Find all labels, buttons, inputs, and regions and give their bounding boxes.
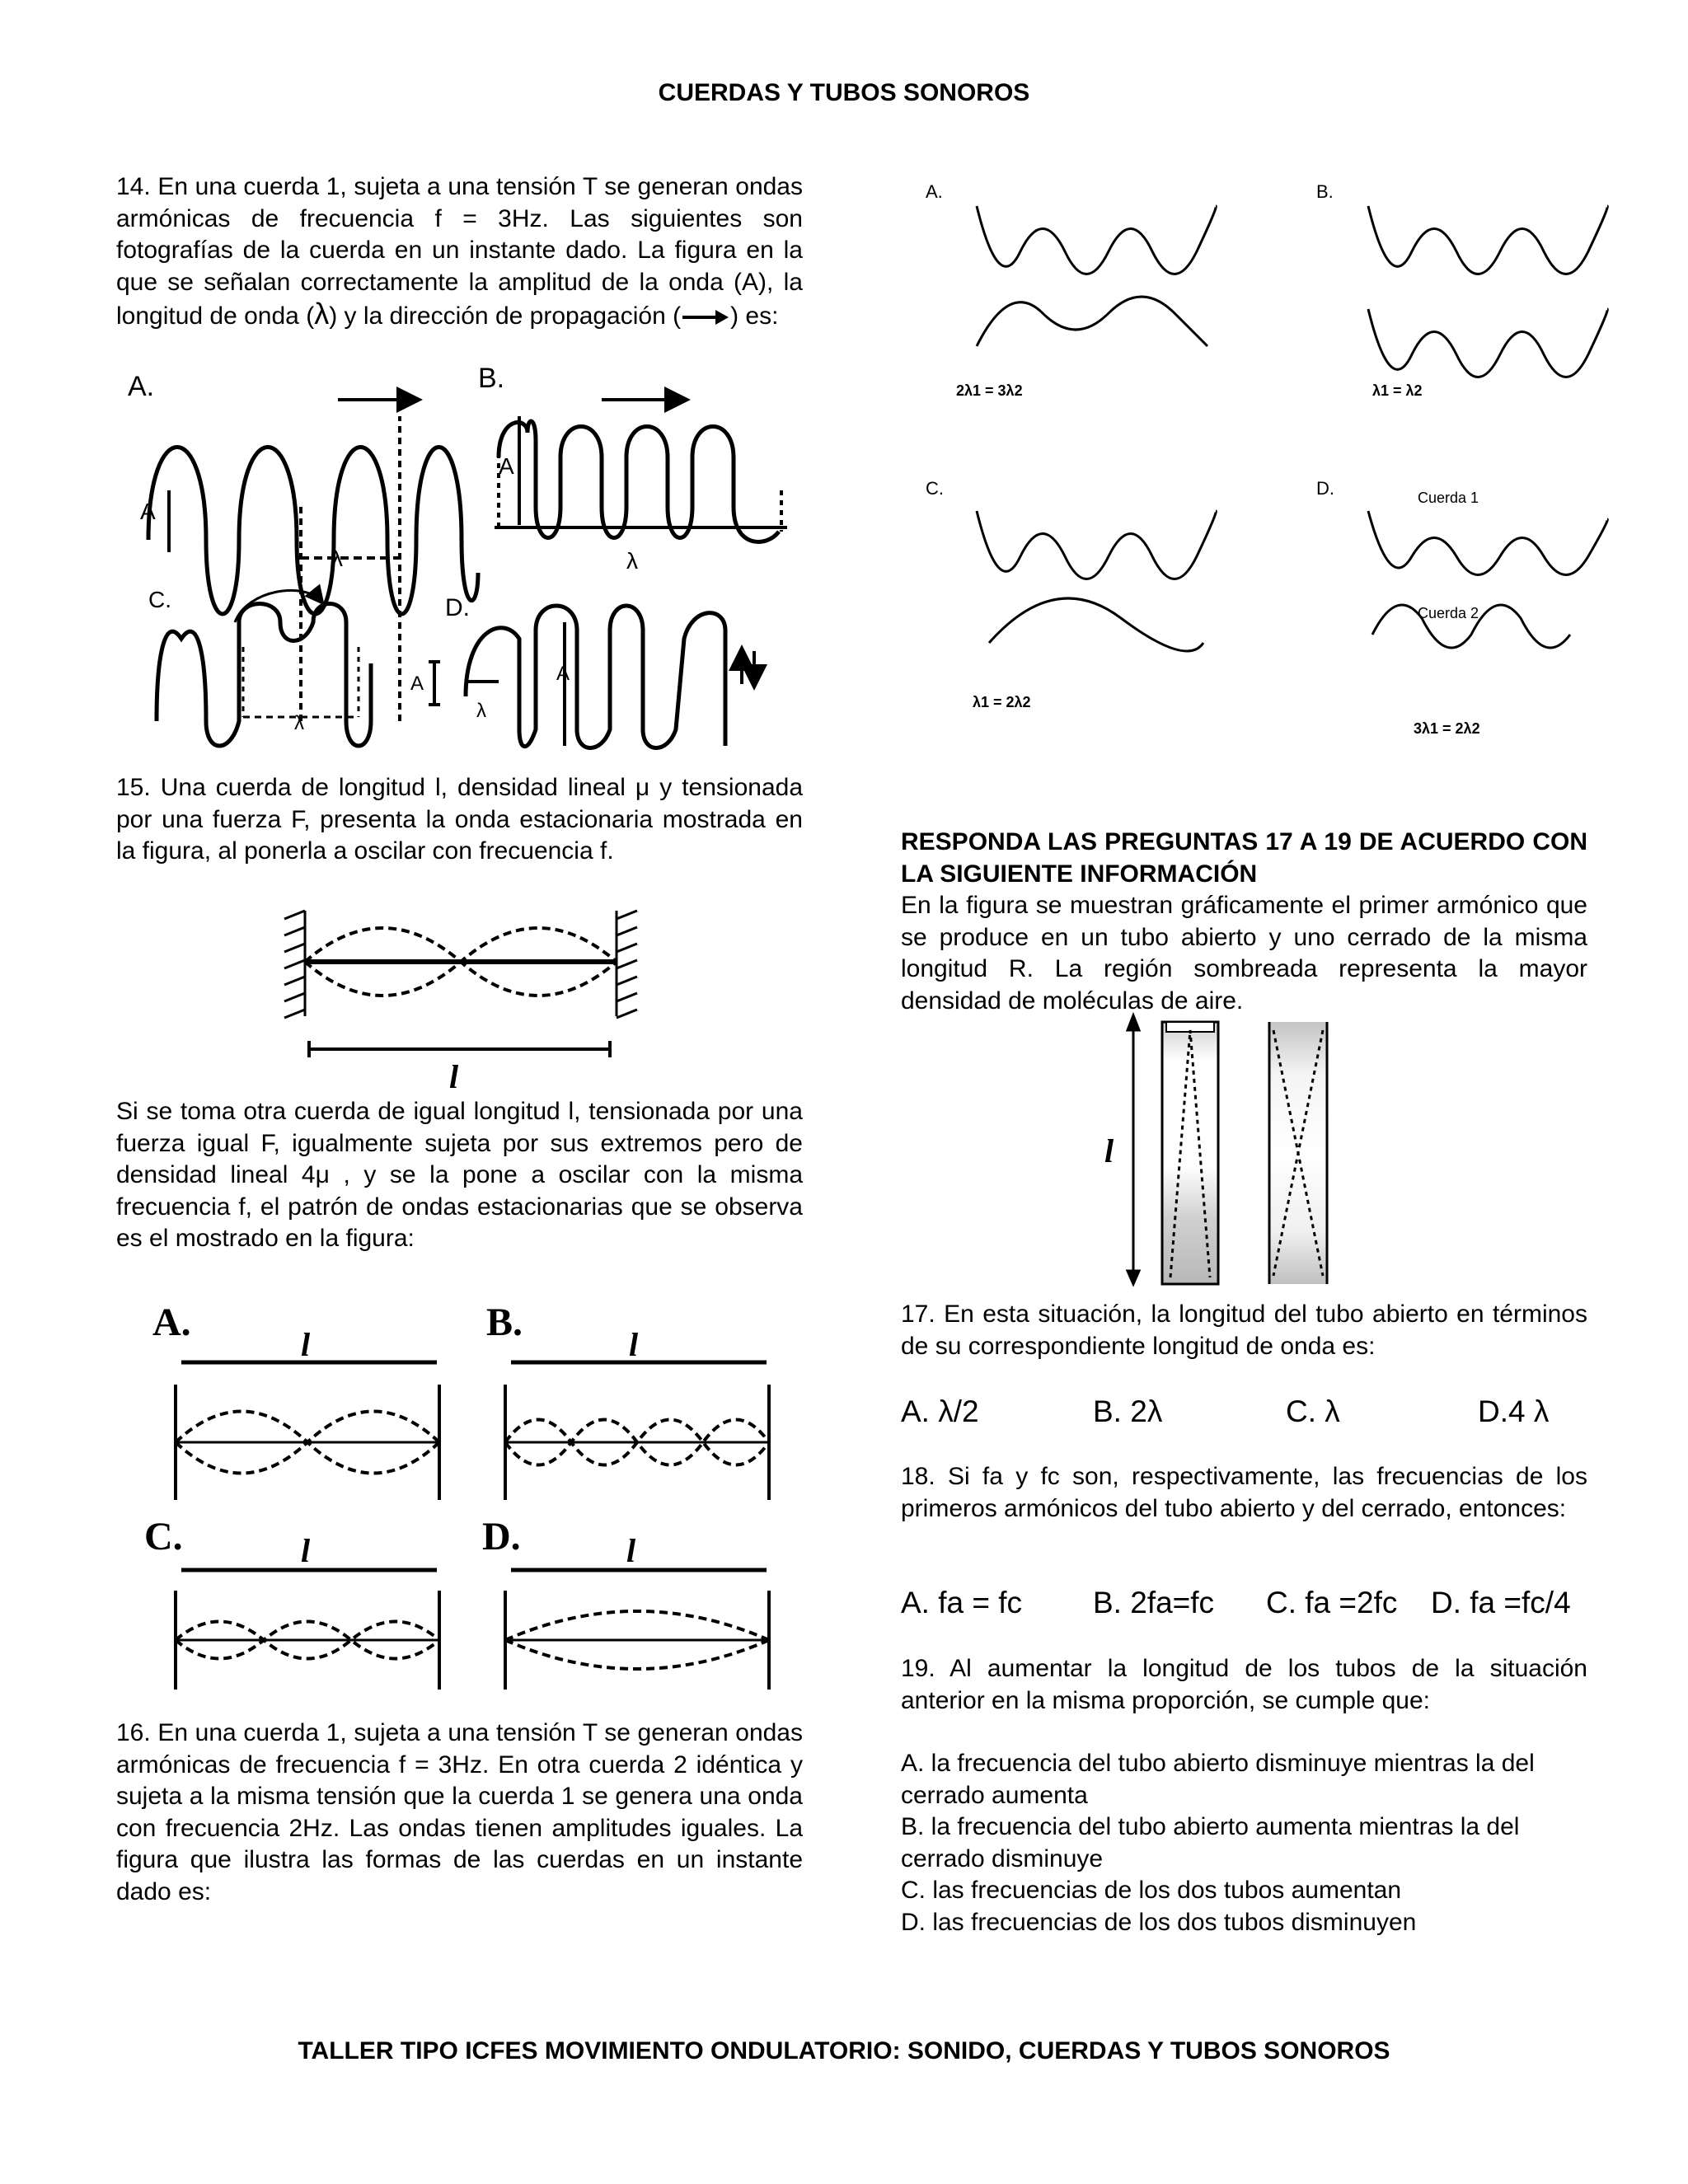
q16-b-relation: λ1 = λ2 [1372, 382, 1423, 399]
q15-opt-d-l: l [626, 1532, 636, 1569]
q14-label-b: B. [478, 363, 505, 394]
direction-arrow-icon [681, 307, 730, 327]
q19-options [901, 1748, 1587, 1938]
q14-lam-a: λ [331, 546, 343, 571]
q14-amp-d2: A [556, 663, 570, 685]
question-16-text: 16. En una cuerda 1, sujeta a una tensión T se generan ondas armónicas de frecuencia f = 3Hz. En otra cuerda 2 idéntica y sujeta a la misma tensión que la cuerda 1 se genera una onda con frecuencia 2Hz. Las ondas tienen amplitudes iguales. La figura que ilustra las formas de las cuerdas en un instante dado es: [116, 1719, 803, 1905]
q14-lam-b: λ [626, 548, 638, 574]
page-footer: TALLER TIPO ICFES MOVIMIENTO ONDULATORIO: SONIDO, CUERDAS Y TUBOS SONOROS [298, 2037, 1390, 2064]
q14-lambda: λ [314, 297, 330, 330]
question-18-text: 18. Si fa y fc son, respectivamente, las frecuencias de los primeros armónicos del tubo abierto y del cerrado, entonces: [901, 1463, 1587, 1522]
q15-opt-c-l: l [301, 1532, 311, 1569]
q16-a-relation: 2λ1 = 3λ2 [956, 382, 1023, 399]
q19-option-b[interactable]: B. la frecuencia del tubo abierto aumenta mientras la del cerrado disminuye [901, 1813, 1520, 1872]
question-15-text-2: Si se toma otra cuerda de igual longitud l, tensionada por una fuerza igual F, igualmente sujeta por sus extremos pero de densidad lineal 4μ , y se la pone a oscilar con la misma frecuencia f, el patrón de ondas estacionarias que se observa es el mostrado en la figura: [116, 1098, 803, 1252]
q14-wave-figures [115, 363, 808, 746]
q16-opt-a-label: A. [926, 181, 943, 202]
q15-opt-a-l: l [301, 1326, 311, 1363]
question-15-text: 15. Una cuerda de longitud l, densidad lineal μ y tensionada por una fuerza F, presenta la onda estacionaria mostrada en la figura, al ponerla a oscilar con frecuencia f. [116, 774, 803, 865]
q14-amp-a: A [140, 499, 156, 524]
q14-label-d: D. [445, 594, 470, 621]
q14-label-c: C. [148, 587, 171, 612]
q18-options [901, 1586, 1587, 1623]
q16-c-relation: λ1 = 2λ2 [973, 694, 1031, 710]
q14-text-post: ) es: [730, 302, 779, 330]
q17-options [901, 1394, 1587, 1432]
q18-option-c[interactable]: C. fa =2fc [1266, 1586, 1398, 1619]
q17-option-c[interactable]: C. λ [1286, 1394, 1340, 1428]
q17-option-a[interactable]: A. λ/2 [901, 1394, 979, 1428]
q16-cuerda-2: Cuerda 2 [1418, 605, 1479, 621]
q15-length-label: l [449, 1058, 459, 1095]
q16-option-figures [911, 173, 1620, 750]
q14-text-pre: 14. En una cuerda 1, sujeta a una tensión T se generan ondas armónicas de frecuencia f = 3Hz. Las siguientes son fotografías de la cuerda en un instante dado. La figura en la que se señalan correctamente la amplitud de la onda (A), la longitud de onda ( [116, 173, 803, 330]
info-heading: RESPONDA LAS PREGUNTAS 17 A 19 DE ACUERDO CON LA SIGUIENTE INFORMACIÓN [901, 828, 1587, 888]
q15-opt-b-l: l [629, 1326, 639, 1363]
q16-opt-d-label: D. [1316, 478, 1334, 499]
q16-cuerda-1: Cuerda 1 [1418, 490, 1479, 506]
q15-standing-wave-figure [284, 911, 639, 1100]
q19-option-a[interactable]: A. la frecuencia del tubo abierto disminuye mientras la del cerrado aumenta [901, 1750, 1535, 1809]
q14-amp-d1: A [410, 673, 424, 695]
tube-length-label: l [1104, 1132, 1114, 1169]
info-text: En la figura se muestran gráficamente el primer armónico que se produce en un tubo abierto y uno cerrado de la misma longitud R. La región sombreada representa la mayor densidad de moléculas de aire. [901, 892, 1587, 1015]
q17-option-b[interactable]: B. 2λ [1093, 1394, 1163, 1428]
question-14-text [116, 171, 803, 333]
question-19-text: 19. Al aumentar la longitud de los tubos de la situación anterior en la misma proporción, se cumple que: [901, 1655, 1587, 1714]
q16-opt-b-label: B. [1316, 181, 1334, 202]
q19-option-c[interactable]: C. las frecuencias de los dos tubos aumentan [901, 1877, 1402, 1904]
q16-d-relation: 3λ1 = 2λ2 [1414, 720, 1480, 737]
q14-label-a: A. [128, 371, 155, 402]
q19-option-d[interactable]: D. las frecuencias de los dos tubos disminuyen [901, 1908, 1417, 1936]
q14-amp-b: A [499, 453, 514, 479]
q14-lam-c: λ [294, 712, 304, 734]
question-17-text: 17. En esta situación, la longitud del tubo abierto en términos de su correspondiente longitud de onda es: [901, 1301, 1587, 1360]
q14-lam-d: λ [476, 700, 486, 722]
q18-option-d[interactable]: D. fa =fc/4 [1431, 1586, 1571, 1619]
page-title: CUERDAS Y TUBOS SONOROS [658, 79, 1030, 106]
q18-option-b[interactable]: B. 2fa=fc [1093, 1586, 1215, 1619]
tubes-figure [1104, 1014, 1352, 1286]
q17-option-d[interactable]: D.4 λ [1478, 1394, 1550, 1428]
q15-opt-b-label: B. [486, 1301, 523, 1344]
q18-option-a[interactable]: A. fa = fc [901, 1586, 1023, 1619]
q15-option-figures [144, 1298, 804, 1694]
q14-text-mid: ) y la dirección de propagación ( [329, 302, 682, 330]
q15-opt-c-label: C. [144, 1515, 183, 1558]
q15-opt-a-label: A. [152, 1301, 191, 1344]
q16-opt-c-label: C. [926, 478, 944, 499]
q15-opt-d-label: D. [482, 1515, 521, 1558]
